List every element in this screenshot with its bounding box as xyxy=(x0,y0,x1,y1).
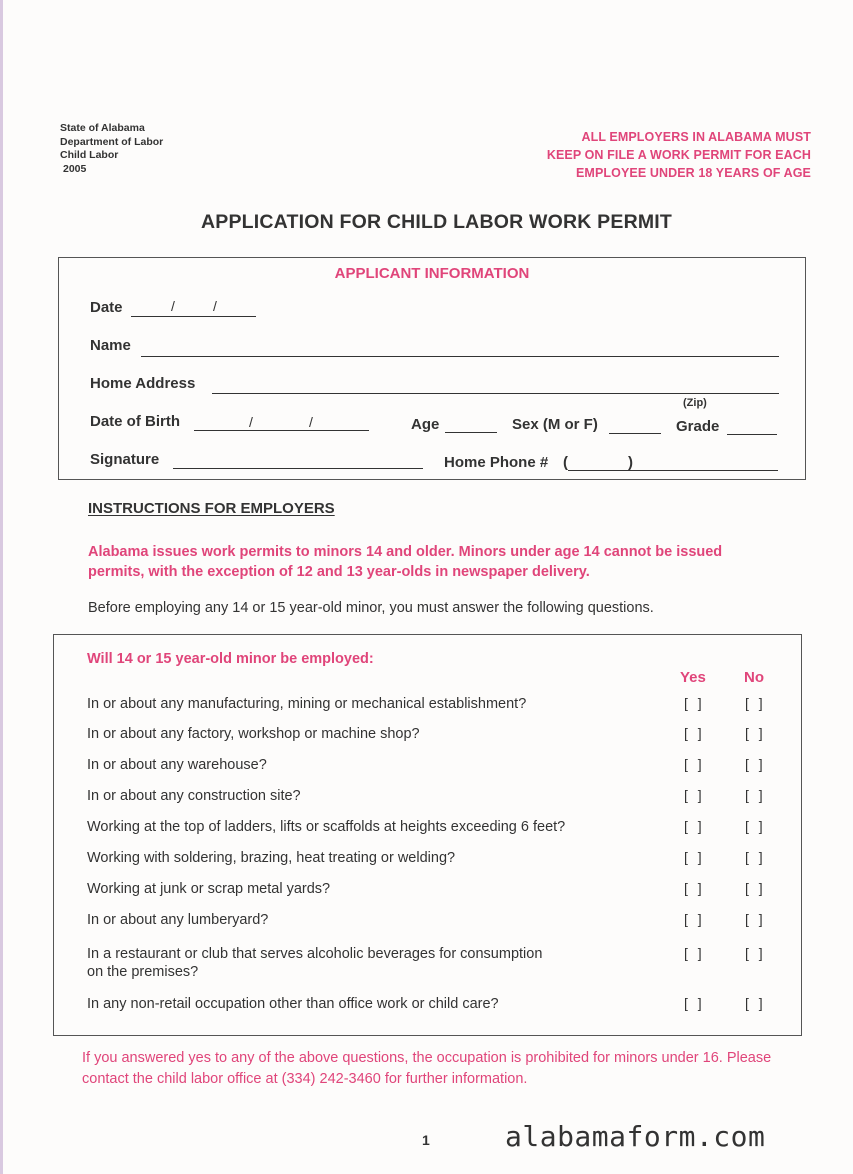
sex-label: Sex (M or F) xyxy=(512,416,598,433)
yes-checkbox[interactable]: [ ] xyxy=(684,818,705,834)
page-number: 1 xyxy=(422,1132,430,1148)
date-label: Date xyxy=(90,299,123,316)
signature-label: Signature xyxy=(90,451,160,468)
date-slash-2: / xyxy=(213,298,217,314)
notice-line-3: EMPLOYEE UNDER 18 YEARS OF AGE xyxy=(576,166,811,180)
question-text: In or about any manufacturing, mining or mechanical establishment? xyxy=(87,696,527,712)
home-phone-field[interactable] xyxy=(568,470,778,471)
employment-questions-section xyxy=(53,634,802,1036)
permit-eligibility-text: Alabama issues work permits to minors 14 and older. Minors under age 14 cannot be issued permits, with the exception of 12 and 13 year-olds in newspaper delivery. xyxy=(88,544,723,580)
yes-checkbox[interactable]: [ ] xyxy=(684,756,705,772)
agency-department: Department of Labor xyxy=(60,135,164,148)
zip-label: (Zip) xyxy=(683,397,707,409)
no-checkbox[interactable]: [ ] xyxy=(745,818,766,834)
yes-checkbox[interactable]: [ ] xyxy=(684,995,705,1011)
question-text: Working at junk or scrap metal yards? xyxy=(87,881,331,897)
instructions-text: Before employing any 14 or 15 year-old minor, you must answer the following questions. xyxy=(88,600,654,616)
question-text: Working with soldering, brazing, heat treating or welding? xyxy=(87,850,456,866)
no-checkbox[interactable]: [ ] xyxy=(745,995,766,1011)
signature-field[interactable] xyxy=(173,468,423,469)
age-field[interactable] xyxy=(445,432,497,433)
applicant-information-section xyxy=(58,257,806,480)
no-checkbox[interactable]: [ ] xyxy=(745,945,766,961)
no-checkbox[interactable]: [ ] xyxy=(745,787,766,803)
yes-column-header: Yes xyxy=(680,669,706,686)
question-text: In or about any factory, workshop or machine shop? xyxy=(87,726,420,742)
date-slash-1: / xyxy=(171,298,175,314)
agency-state: State of Alabama xyxy=(60,122,145,134)
question-text-continued: on the premises? xyxy=(87,964,199,980)
agency-division: Child Labor xyxy=(60,149,119,161)
no-column-header: No xyxy=(744,669,764,686)
instructions-heading: INSTRUCTIONS FOR EMPLOYERS xyxy=(88,500,335,517)
question-text: In a restaurant or club that serves alcoholic beverages for consumption xyxy=(87,946,543,962)
date-of-birth-label: Date of Birth xyxy=(90,413,180,430)
name-label: Name xyxy=(90,337,131,354)
yes-checkbox[interactable]: [ ] xyxy=(684,945,705,961)
yes-checkbox[interactable]: [ ] xyxy=(684,911,705,927)
applicant-section-title: APPLICANT INFORMATION xyxy=(334,265,530,282)
age-label: Age xyxy=(411,416,440,433)
question-text: Working at the top of ladders, lifts or scaffolds at heights exceeding 6 feet? xyxy=(87,819,566,835)
dob-slash-2: / xyxy=(309,414,313,430)
questions-heading: Will 14 or 15 year-old minor be employed: xyxy=(87,651,374,667)
agency-header xyxy=(60,122,163,176)
no-checkbox[interactable]: [ ] xyxy=(745,880,766,896)
yes-checkbox[interactable]: [ ] xyxy=(684,695,705,711)
form-title: APPLICATION FOR CHILD LABOR WORK PERMIT xyxy=(200,211,673,233)
no-checkbox[interactable]: [ ] xyxy=(745,756,766,772)
employer-notice xyxy=(547,128,811,182)
no-checkbox[interactable]: [ ] xyxy=(745,725,766,741)
no-checkbox[interactable]: [ ] xyxy=(745,911,766,927)
phone-paren-close: ) xyxy=(628,454,633,471)
grade-field[interactable] xyxy=(727,434,777,435)
yes-checkbox[interactable]: [ ] xyxy=(684,725,705,741)
agency-year: 2005 xyxy=(63,162,87,175)
date-field[interactable] xyxy=(131,316,256,317)
home-address-field[interactable] xyxy=(212,393,779,394)
yes-checkbox[interactable]: [ ] xyxy=(684,849,705,865)
yes-checkbox[interactable]: [ ] xyxy=(684,880,705,896)
sex-field[interactable] xyxy=(609,433,661,434)
phone-paren-open: ( xyxy=(563,454,568,471)
date-of-birth-field[interactable] xyxy=(194,430,369,431)
no-checkbox[interactable]: [ ] xyxy=(745,695,766,711)
grade-label: Grade xyxy=(676,418,720,435)
site-watermark: alabamaform.com xyxy=(505,1120,766,1153)
question-text: In or about any warehouse? xyxy=(87,757,267,773)
home-phone-label: Home Phone # xyxy=(444,454,549,471)
notice-line-1: ALL EMPLOYERS IN ALABAMA MUST xyxy=(581,130,811,144)
home-address-label: Home Address xyxy=(90,375,196,392)
dob-slash-1: / xyxy=(249,414,253,430)
no-checkbox[interactable]: [ ] xyxy=(745,849,766,865)
page-edge xyxy=(0,0,3,1174)
yes-checkbox[interactable]: [ ] xyxy=(684,787,705,803)
question-text: In any non-retail occupation other than office work or child care? xyxy=(87,996,499,1012)
name-field[interactable] xyxy=(141,356,779,357)
prohibited-occupation-note: If you answered yes to any of the above questions, the occupation is prohibited for minors under 16. Please contact the child labor office at (334) 242-3460 for further information. xyxy=(82,1050,772,1087)
notice-line-2: KEEP ON FILE A WORK PERMIT FOR EACH xyxy=(546,148,811,162)
question-text: In or about any lumberyard? xyxy=(87,912,269,928)
question-text: In or about any construction site? xyxy=(87,788,301,804)
